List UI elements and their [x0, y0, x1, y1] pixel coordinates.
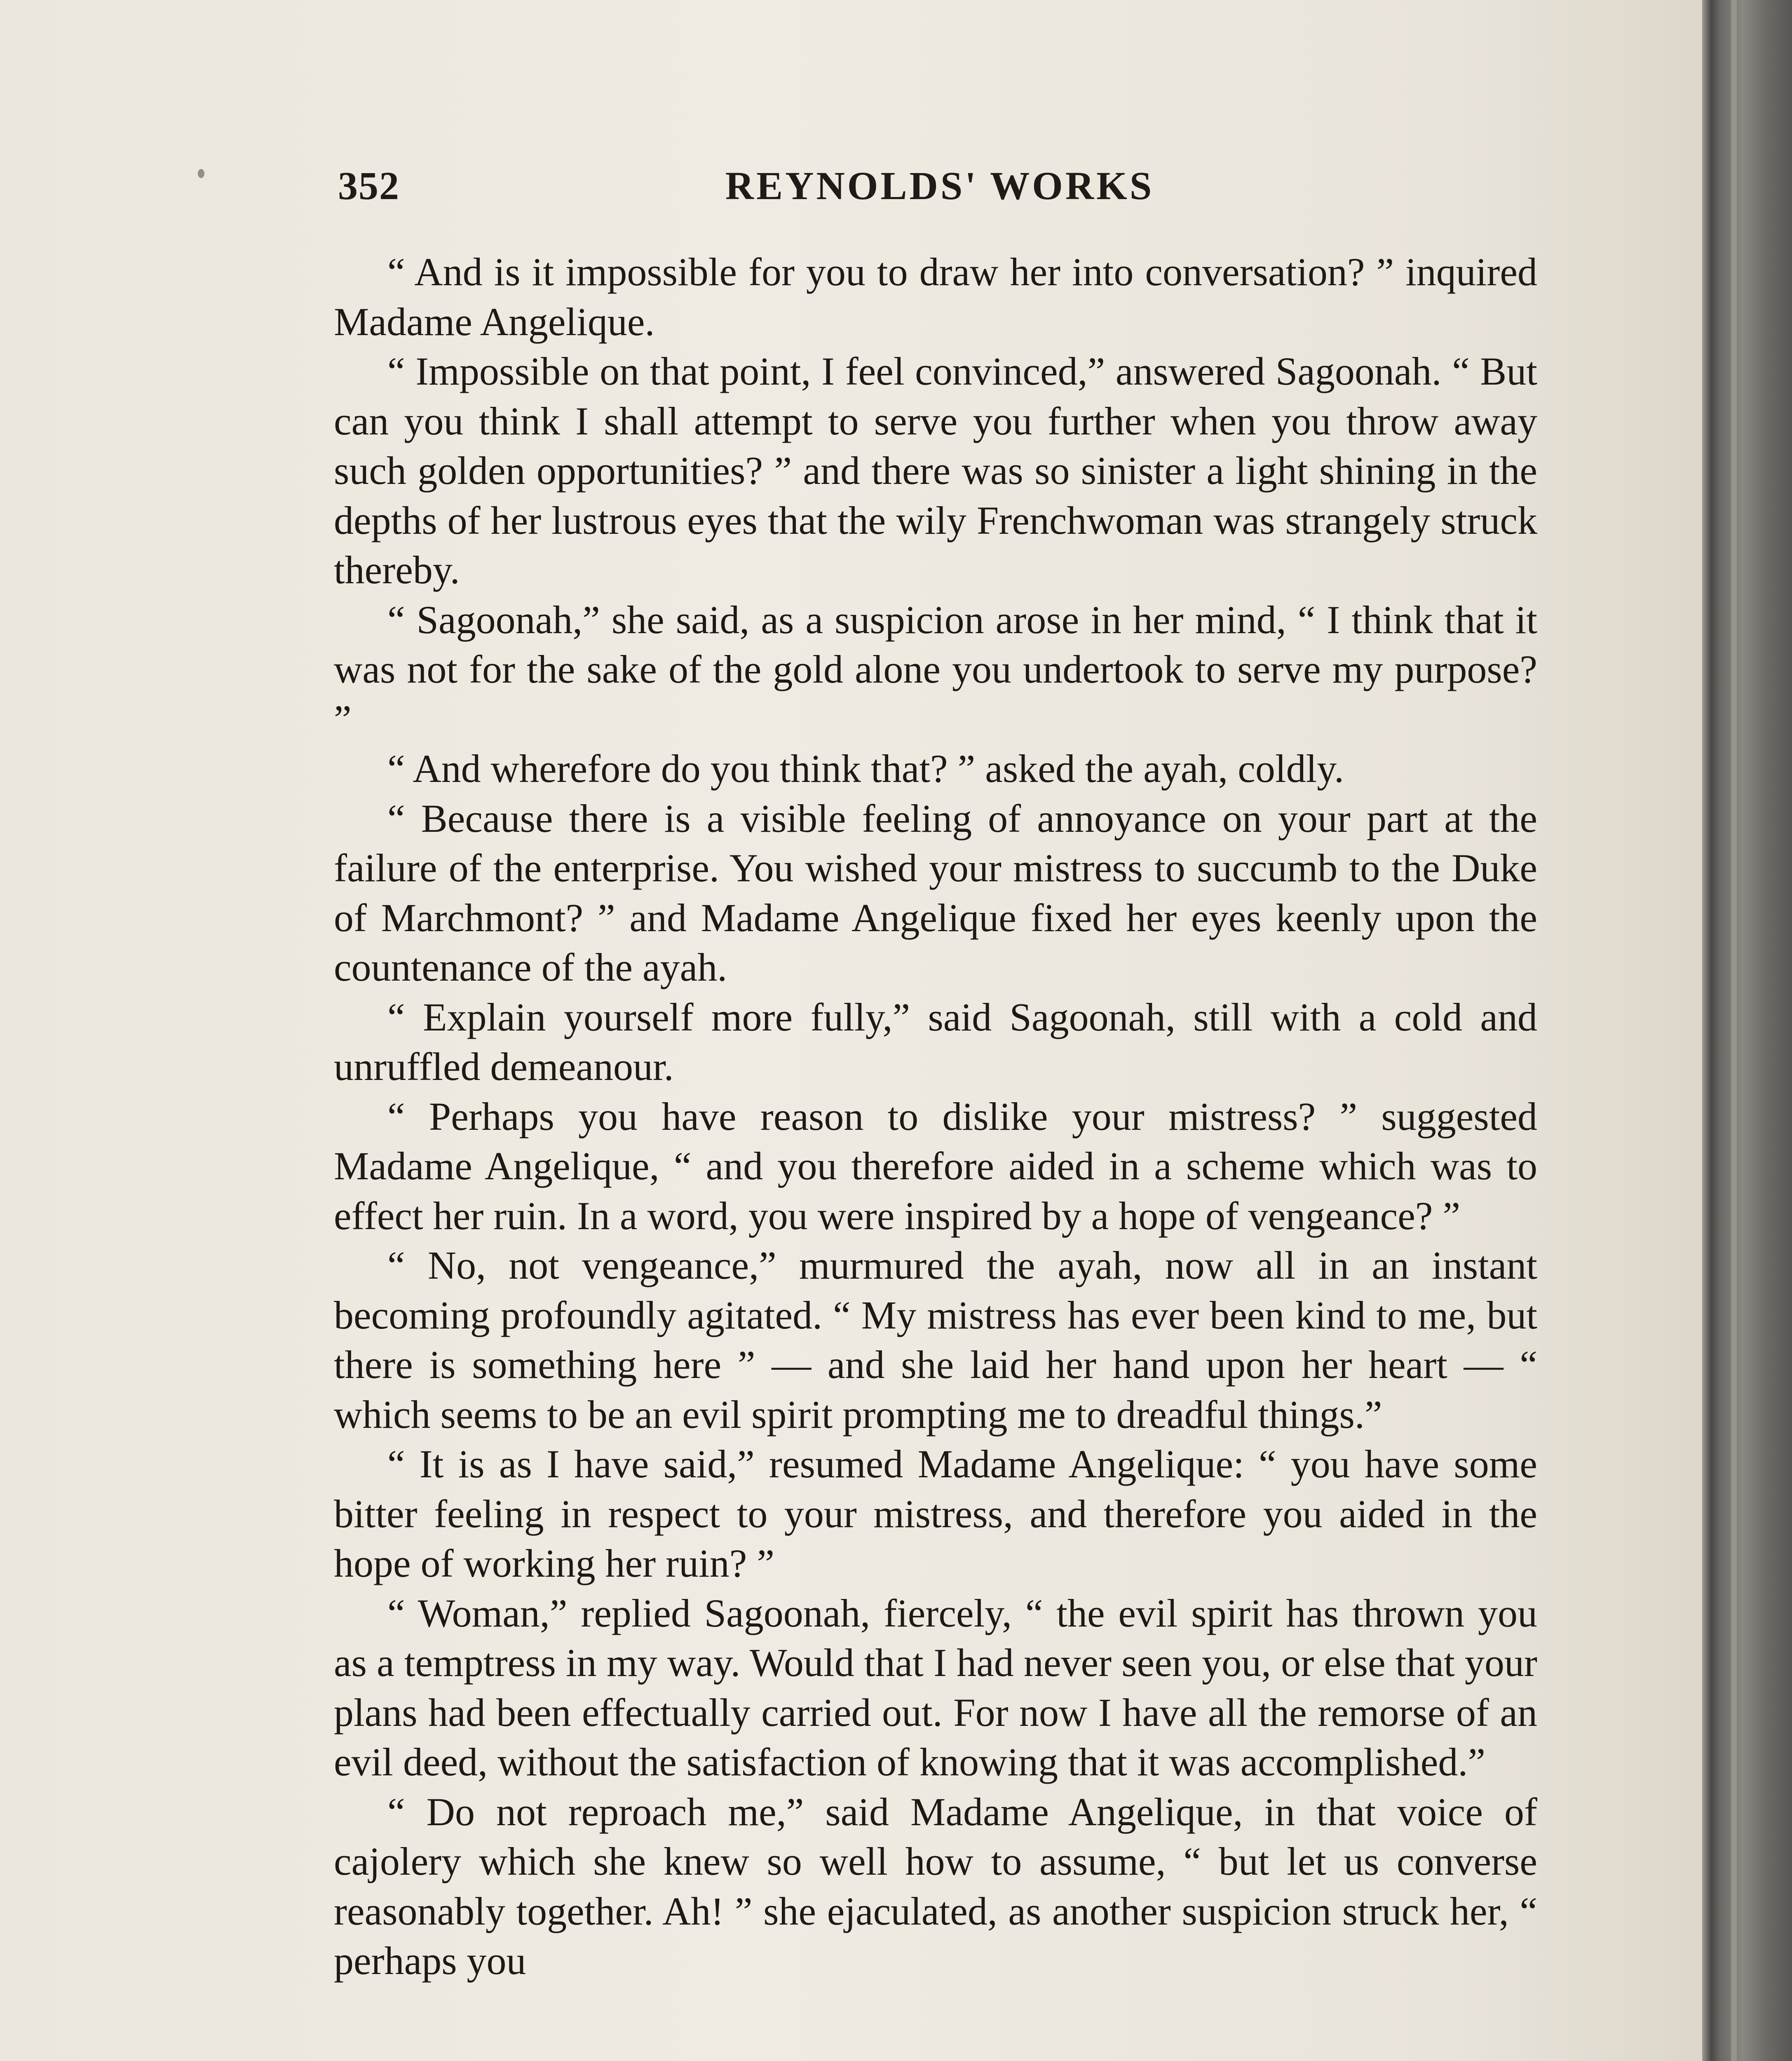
- paragraph: “ Impossible on that point, I feel convinced,” answered Sagoonah. “ But can you think I shall attempt to serve you further when you throw away such golden opportunities? ” and there was so sinister a light shining in the depths of her lustrous eyes that the wily Frenchwoman was strangely struck thereby.: [334, 349, 1537, 592]
- paragraph: “ Do not reproach me,” said Madame Angelique, in that voice of cajolery which she knew so well how to assume, “ but let us converse reasonably together. Ah! ” she ejaculated, as another suspicion struck her, “ perhaps you: [334, 1789, 1537, 1983]
- paragraph: “ Explain yourself more fully,” said Sagoonah, still with a cold and unruffled demeanour.: [334, 995, 1537, 1089]
- running-head: REYNOLDS' WORKS: [725, 164, 1154, 208]
- page-header: [338, 163, 1541, 225]
- paragraph: “ Perhaps you have reason to dislike your mistress? ” suggested Madame Angelique, “ and you therefore aided in a scheme which was to effect her ruin. In a word, you were inspired by a hope of vengeance? ”: [334, 1094, 1537, 1238]
- paragraph: “ And wherefore do you think that? ” asked the ayah, coldly.: [387, 746, 1344, 791]
- page-number: 352: [338, 164, 400, 208]
- paragraph: “ It is as I have said,” resumed Madame Angelique: “ you have some bitter feeling in respect to your mistress, and therefore you aided in the hope of working her ruin? ”: [334, 1442, 1537, 1585]
- paragraph: “ Woman,” replied Sagoonah, fiercely, “ the evil spirit has thrown you as a temptress in my way. Would that I had never seen you, or else that your plans had been effectually carried out. For now I have all the remorse of an evil deed, without the satisfaction of knowing that it was accomplished.”: [334, 1591, 1537, 1784]
- paragraph: “ Because there is a visible feeling of annoyance on your part at the failure of the enterprise. You wished your mistress to succumb to the Duke of Marchmont? ” and Madame Angelique fixed her eyes keenly upon the countenance of the ayah.: [334, 796, 1537, 989]
- book-spine-edge: [1702, 0, 1792, 2061]
- body-text: [334, 247, 1537, 1986]
- paper-speck: [198, 169, 204, 178]
- spine-highlight: [1731, 0, 1737, 2061]
- paragraph: “ And is it impossible for you to draw her into conversation? ” inquired Madame Angelique.: [334, 250, 1537, 344]
- paragraph: “ Sagoonah,” she said, as a suspicion arose in her mind, “ I think that it was not for the sake of the gold alone you undertook to serve my purpose? ”: [334, 597, 1537, 741]
- paragraph: “ No, not vengeance,” murmured the ayah, now all in an instant becoming profoundly agitated. “ My mistress has ever been kind to me, but there is something here ” — and she laid her hand upon her heart — “ which seems to be an evil spirit prompting me to dreadful things.”: [334, 1243, 1537, 1437]
